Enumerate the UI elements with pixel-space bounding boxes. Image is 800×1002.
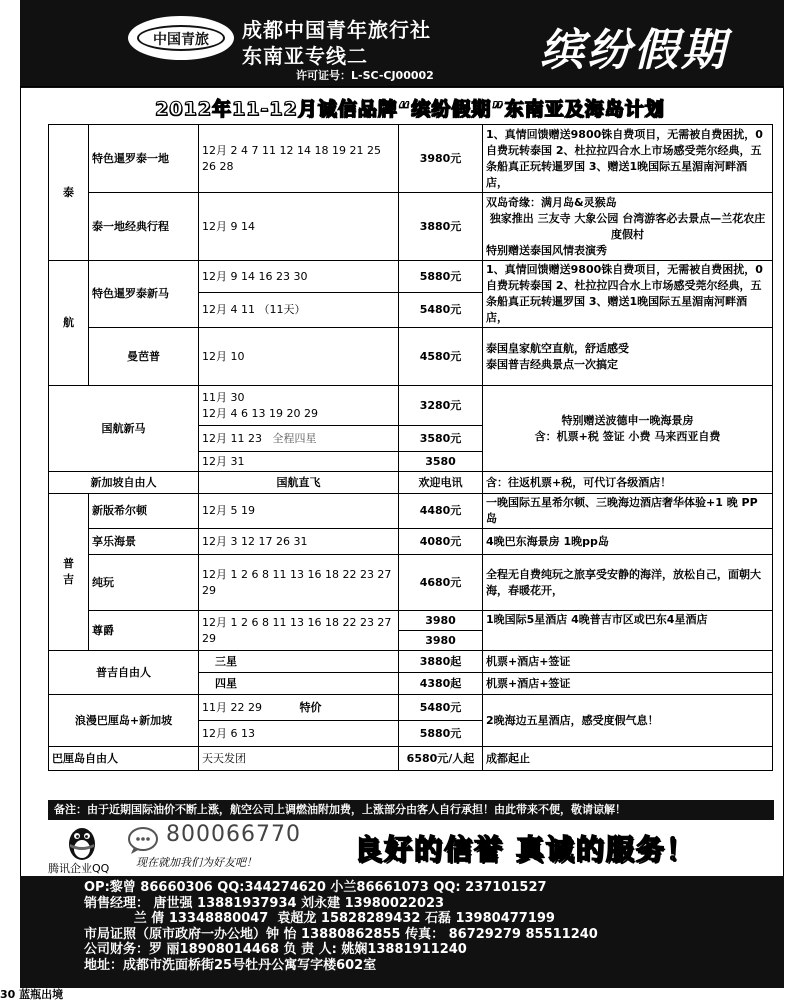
route-dates: 12月 1 2 6 8 11 13 16 18 22 23 27 29 (199, 555, 399, 611)
contact-line: 销售经理： 唐世强 13881937934 刘永建 13980022023 (84, 895, 445, 911)
slogan: 良好的信誉 真诚的服务！ (354, 833, 696, 866)
contact-line: 公司财务：罗 丽18908014468 负 责 人: 姚娴13881911240 (84, 942, 467, 957)
route-price: 3980 (399, 611, 483, 631)
table-row (49, 261, 773, 293)
group-thai-cell-2: 航 (49, 261, 89, 386)
contact-block (20, 876, 784, 988)
qq-number: 800066770 (166, 822, 301, 847)
route-price: 欢迎电讯 (399, 472, 483, 494)
route-note: 双岛奇缘：满月岛&灵猴岛 独家推出 三友寺 大象公园 台湾游客必去景点—兰花农庄度假村 特别赠送泰国风情表演秀 (483, 193, 773, 261)
route-dates: 12月 6 13 (199, 721, 399, 747)
qq-label: 腾讯企业QQ (48, 862, 110, 875)
route-dates: 12月 9 14 16 23 30 (199, 261, 399, 293)
page-footer: 30 蓝瓶出境 (0, 988, 64, 1001)
route-dates: 12月 11 23 全程四星 (199, 426, 399, 452)
route-price: 5880元 (399, 721, 483, 747)
contact-line: 地址：成都市洗面桥街25号牡丹公寓写字楼602室 (84, 957, 377, 973)
route-option: 四星 (199, 673, 399, 695)
table-row (49, 555, 773, 611)
contact-line: OP:黎曾 86660306 QQ:344274620 小兰86661073 QQ: 237101527 (84, 880, 547, 895)
route-dates: 12月 4 11 （11天） (199, 293, 399, 328)
route-dates: 12月 1 2 6 8 11 13 16 18 22 23 27 29 (199, 611, 399, 651)
route-dates: 12月 31 (199, 452, 399, 472)
route-note: 1晚国际5星酒店 4晚普吉市区或巴东4星酒店 (483, 611, 773, 651)
company-logo (128, 16, 234, 60)
route-price: 4080元 (399, 529, 483, 555)
table-row (49, 529, 773, 555)
route-note: 1、真情回馈赠送9800铢自费项目，无需被自费困扰，0自费玩转泰国 2、杜拉拉四合水上市场感受莞尔经典，五条船真正玩转暹罗国 3、赠送1晚国际五星湄南河畔酒店， (483, 125, 773, 193)
route-name: 浪漫巴厘岛+新加坡 (49, 695, 199, 747)
route-note: 特别赠送波德申一晚海景房 含：机票+税 签证 小费 马来西亚自费 (483, 386, 773, 472)
route-dates: 12月 5 19 (199, 494, 399, 529)
route-price: 3580 (399, 452, 483, 472)
table-row (49, 695, 773, 721)
route-tag: 特价 (299, 700, 322, 714)
route-price: 4680元 (399, 555, 483, 611)
qq-hint: 现在就加我们为好友吧！ (136, 856, 257, 869)
route-price: 4580元 (399, 328, 483, 386)
route-flight: 国航直飞 (199, 472, 399, 494)
table-row (49, 328, 773, 386)
table-row (49, 193, 773, 261)
chat-bubble-icon (126, 826, 160, 856)
page-subtitle: 2012年11-12月诚信品牌“缤纷假期”东南亚及海岛计划 (155, 98, 665, 120)
route-name: 新加坡自由人 (49, 472, 199, 494)
table-row (49, 386, 773, 426)
route-note: 4晚巴东海景房 1晚pp岛 (483, 529, 773, 555)
route-option: 三星 (199, 651, 399, 673)
line-name: 东南亚专线二 (242, 44, 368, 68)
route-name: 享乐海景 (89, 529, 199, 555)
route-name: 新版希尔顿 (89, 494, 199, 529)
route-dates: 12月 9 14 (199, 193, 399, 261)
table-row (49, 611, 773, 631)
route-note: 2晚海边五星酒店，感受度假气息！ (483, 695, 773, 747)
route-note: 成都起止 (483, 747, 773, 771)
route-price: 3880起 (399, 651, 483, 673)
route-note: 一晚国际五星希尔顿、三晚海边酒店奢华体验+1 晚 PP 岛 (483, 494, 773, 529)
route-note: 全程无自费纯玩之旅享受安静的海洋，放松自己，面朝大海，春暖花开， (483, 555, 773, 611)
route-name: 纯玩 (89, 555, 199, 611)
route-dates: 11月 22 29 特价 (199, 695, 399, 721)
route-price: 4380起 (399, 673, 483, 695)
route-dates: 11月 30 12月 4 6 13 19 20 29 (199, 386, 399, 426)
company-name: 成都中国青年旅行社 (242, 18, 431, 42)
route-name: 巴厘岛自由人 (49, 747, 199, 771)
group-phuket-cell: 普 吉 (49, 494, 89, 651)
group-thai-cell: 泰 (49, 125, 89, 261)
table-row (49, 125, 773, 193)
route-price: 5480元 (399, 695, 483, 721)
route-name: 特色暹罗泰一地 (89, 125, 199, 193)
route-note: 机票+酒店+签证 (483, 651, 773, 673)
route-dates: 12月 2 4 7 11 12 14 18 19 21 25 26 28 (199, 125, 399, 193)
table-row (49, 651, 773, 673)
qq-penguin-icon (62, 822, 102, 862)
table-row (49, 494, 773, 529)
route-name: 曼芭普 (89, 328, 199, 386)
table-row (49, 747, 773, 771)
route-note: 机票+酒店+签证 (483, 673, 773, 695)
route-price: 5480元 (399, 293, 483, 328)
license-number: 许可证号：L-SC-CJ00002 (296, 69, 434, 82)
route-price: 3980元 (399, 125, 483, 193)
route-price: 6580元/人起 (399, 747, 483, 771)
contact-line: 兰 倩 13348880047 袁超龙 15828289432 石磊 13980477199 (84, 911, 555, 926)
table-row (49, 472, 773, 494)
route-price: 3280元 (399, 386, 483, 426)
route-note: 泰国皇家航空直航，舒适感受 泰国普吉经典景点一次搞定 (483, 328, 773, 386)
route-price: 3980 (399, 631, 483, 651)
route-dates: 天天发团 (199, 747, 399, 771)
route-name: 国航新马 (49, 386, 199, 472)
route-dates: 12月 10 (199, 328, 399, 386)
route-note: 含：往返机票+税，可代订各级酒店！ (483, 472, 773, 494)
route-note: 1、真情回馈赠送9800铢自费项目，无需被自费困扰，0自费玩转泰国 2、杜拉拉四合水上市场感受莞尔经典，五条船真正玩转暹罗国 3、赠送1晚国际五星湄南河畔酒店， (483, 261, 773, 328)
notice-bar: 备注：由于近期国际油价不断上涨，航空公司上调燃油附加费，上涨部分由客人自行承担！由此带来不便，敬请谅解！ (48, 800, 774, 820)
route-name: 泰一地经典行程 (89, 193, 199, 261)
route-price: 3580元 (399, 426, 483, 452)
logo-text: 中国青旅 (137, 25, 225, 51)
route-price: 5880元 (399, 261, 483, 293)
route-name: 尊爵 (89, 611, 199, 651)
route-name: 特色暹罗泰新马 (89, 261, 199, 328)
route-price: 3880元 (399, 193, 483, 261)
header-banner (20, 0, 784, 88)
route-tag: 全程四星 (272, 431, 317, 445)
route-dates: 12月 3 12 17 26 31 (199, 529, 399, 555)
brand-title: 缤纷假期 (540, 25, 728, 76)
route-name: 普吉自由人 (49, 651, 199, 695)
route-price: 4480元 (399, 494, 483, 529)
itinerary-table (48, 124, 773, 771)
contact-line: 市局证照（原市政府一办公地）钟 怡 13880862855 传真： 86729279 85511240 (84, 926, 598, 942)
